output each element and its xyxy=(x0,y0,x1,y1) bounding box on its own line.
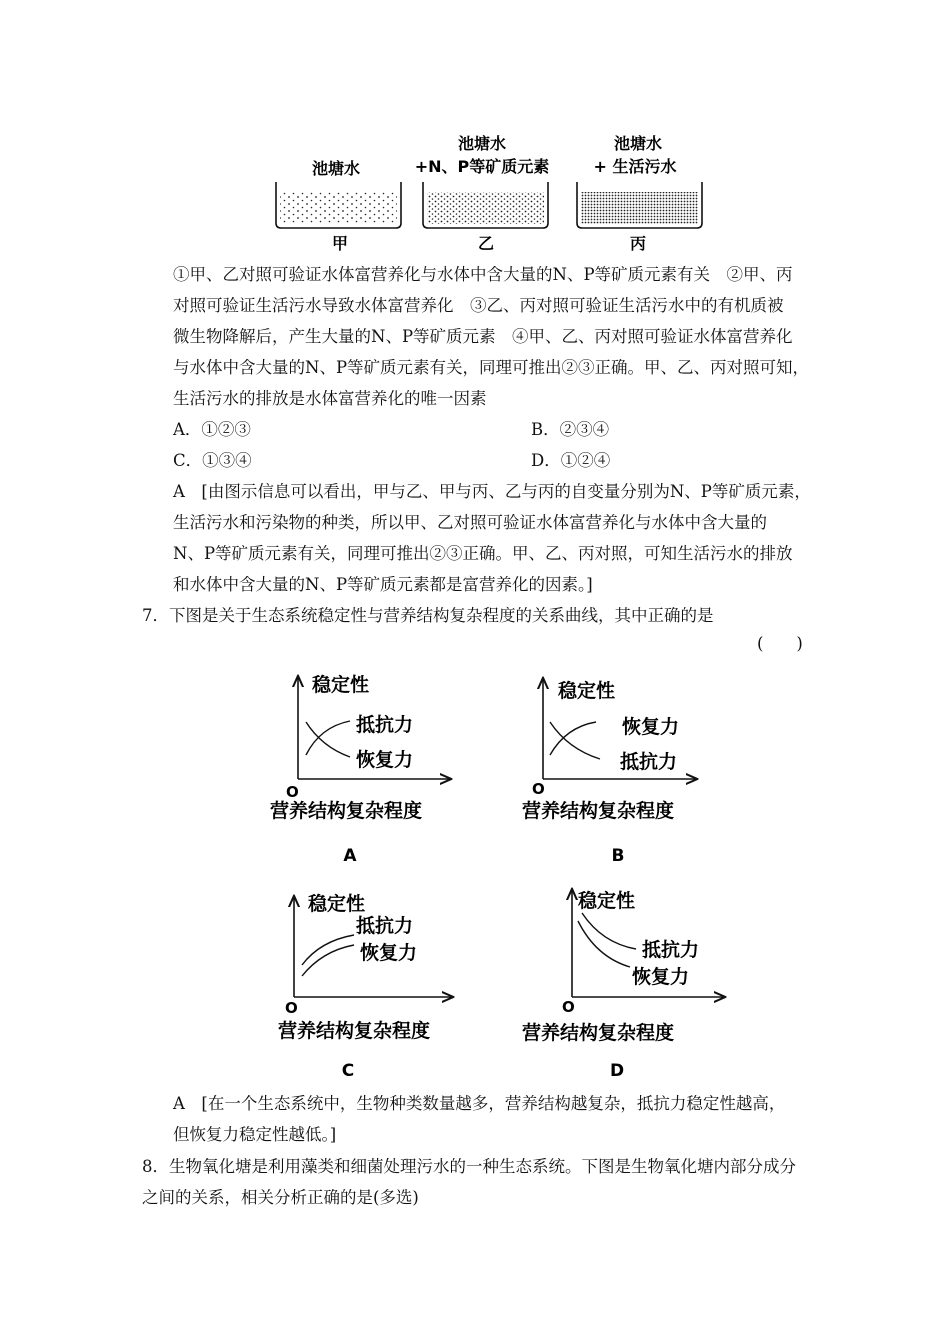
panel-a-origin: O xyxy=(286,783,299,801)
panel-d-recover-curve xyxy=(578,921,630,967)
panel-a-recover-label: 恢复力 xyxy=(356,749,414,771)
q6-stem-line-4: 与水体中含大量的N、P等矿质元素有关，同理可推出②③正确。甲、乙、丙对照可知， xyxy=(173,358,810,377)
q8-line-2: 之间的关系，相关分析正确的是(多选) xyxy=(142,1188,419,1207)
graph-panel-d xyxy=(510,885,740,1085)
panel-b-x-label: 营养结构复杂程度 xyxy=(522,800,675,822)
panel-c-resist-label: 抵抗力 xyxy=(356,915,414,937)
beaker-yi-top-label-2: +N、P等矿质元素 xyxy=(414,157,550,176)
panel-d-x-label: 营养结构复杂程度 xyxy=(522,1022,675,1044)
panel-c-recover-curve xyxy=(302,945,354,976)
panel-a-x-label: 营养结构复杂程度 xyxy=(270,800,423,822)
panel-c-resist-curve xyxy=(302,935,354,965)
q6-stem-line-3: 微生物降解后，产生大量的N、P等矿质元素 ④甲、乙、丙对照可验证水体富营养化 xyxy=(173,327,793,346)
beaker-jia-top-label: 池塘水 xyxy=(311,159,361,178)
q6-stem-line-1: ①甲、乙对照可验证水体富营养化与水体中含大量的N、P等矿质元素有关 ②甲、丙 xyxy=(173,265,793,284)
beaker-bing-label: 丙 xyxy=(629,234,647,253)
beaker-bing-top-label-1: 池塘水 xyxy=(613,134,663,153)
q6-option-b: B．②③④ xyxy=(531,420,610,439)
panel-a-recover-curve xyxy=(306,722,350,757)
graph-panel-a xyxy=(260,665,490,870)
panel-c-letter: C xyxy=(341,1061,355,1081)
panel-b-resist-label: 抵抗力 xyxy=(620,751,678,773)
panel-d-recover-label: 恢复力 xyxy=(632,966,690,988)
graph-panel-b xyxy=(510,665,740,870)
panel-b-origin: O xyxy=(532,780,545,798)
beaker-bing-top-label-2: + 生活污水 xyxy=(593,157,677,176)
panel-a-letter: A xyxy=(343,846,357,866)
panel-c-origin: O xyxy=(285,999,298,1017)
panel-c-y-label: 稳定性 xyxy=(308,893,366,915)
q8-line-1: 8．生物氧化塘是利用藻类和细菌处理污水的一种生态系统。下图是生物氧化塘内部分成分 xyxy=(142,1157,796,1176)
panel-d-resist-curve xyxy=(582,913,636,949)
graph-panel-c xyxy=(260,885,490,1085)
q6-answer-line-3: N、P等矿质元素有关，同理可推出②③正确。甲、乙、丙对照，可知生活污水的排放 xyxy=(173,544,793,563)
beaker-yi-top-label-1: 池塘水 xyxy=(457,134,507,153)
q6-stem-line-5: 生活污水的排放是水体富营养化的唯一因素 xyxy=(173,389,487,408)
beaker-figure xyxy=(260,125,720,255)
beaker-yi-label: 乙 xyxy=(477,234,495,253)
panel-b-letter: B xyxy=(611,846,625,866)
q6-answer-line-1: A [由图示信息可以看出，甲与乙、甲与丙、乙与丙的自变量分别为N、P等矿质元素， xyxy=(173,482,811,501)
panel-b-resist-curve xyxy=(550,722,600,759)
panel-a-resist-label: 抵抗力 xyxy=(356,714,414,736)
q6-answer-line-4: 和水体中含大量的N、P等矿质元素都是富营养化的因素。] xyxy=(173,575,593,594)
beaker-yi xyxy=(423,182,548,228)
panel-d-y-label: 稳定性 xyxy=(578,890,636,912)
q7-answer-paren: ( ) xyxy=(757,634,803,653)
panel-b-recover-curve xyxy=(550,722,596,755)
q6-option-a: A．①②③ xyxy=(173,420,251,439)
panel-d-origin: O xyxy=(562,998,575,1016)
beaker-jia xyxy=(276,182,401,228)
panel-c-recover-label: 恢复力 xyxy=(360,942,418,964)
panel-b-recover-label: 恢复力 xyxy=(622,716,680,738)
panel-c-x-label: 营养结构复杂程度 xyxy=(278,1020,431,1042)
panel-a-resist-curve xyxy=(306,721,350,755)
panel-a-y-label: 稳定性 xyxy=(312,674,370,696)
panel-d-letter: D xyxy=(609,1061,625,1081)
q6-option-c: C．①③④ xyxy=(173,451,252,470)
q7-answer-line-1: A [在一个生态系统中，生物种类数量越多，营养结构越复杂，抵抗力稳定性越高， xyxy=(173,1094,786,1113)
beaker-bing xyxy=(577,182,702,228)
panel-d-resist-label: 抵抗力 xyxy=(642,939,700,961)
q6-answer-line-2: 生活污水和污染物的种类，所以甲、乙对照可验证水体富营养化与水体中含大量的 xyxy=(173,513,767,532)
q6-option-d: D．①②④ xyxy=(531,451,611,470)
panel-b-y-label: 稳定性 xyxy=(558,680,616,702)
q7-answer-line-2: 但恢复力稳定性越低。] xyxy=(173,1125,337,1144)
q6-stem-line-2: 对照可验证生活污水导致水体富营养化 ③乙、丙对照可验证生活污水中的有机质被 xyxy=(173,296,784,315)
q7-stem: 7．下图是关于生态系统稳定性与营养结构复杂程度的关系曲线，其中正确的是 xyxy=(142,606,714,625)
beaker-jia-label: 甲 xyxy=(331,234,349,253)
